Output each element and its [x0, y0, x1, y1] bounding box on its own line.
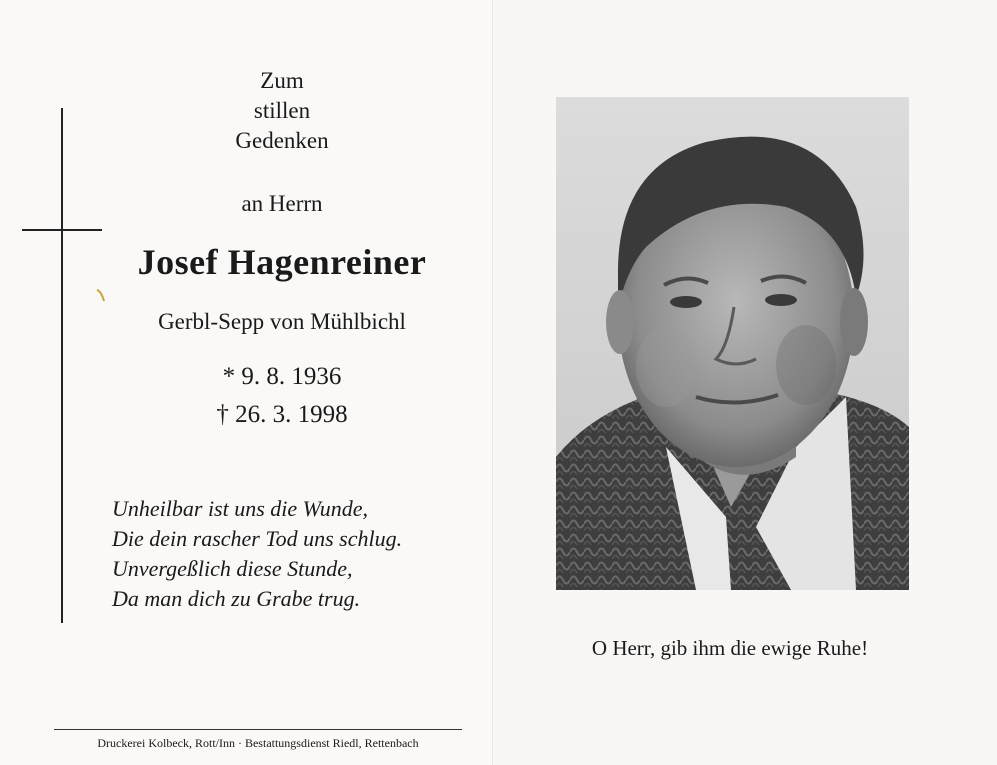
poem-line-2: Die dein rascher Tod uns schlug. — [112, 526, 403, 551]
birth-date: * 9. 8. 1936 — [222, 363, 342, 390]
poem — [112, 494, 492, 614]
portrait-photo — [556, 97, 909, 590]
poem-line-1: Unheilbar ist uns die Wunde, — [112, 496, 369, 521]
ink-stain-mark — [96, 289, 106, 303]
nickname: Gerbl-Sepp von Mühlbichl — [158, 309, 406, 334]
heading-line-3: Gedenken — [235, 128, 329, 153]
prayer-text: O Herr, gib ihm die ewige Ruhe! — [591, 636, 869, 660]
cross-icon-horizontal — [22, 229, 102, 231]
death-date: † 26. 3. 1998 — [216, 401, 348, 428]
poem-line-4: Da man dich zu Grabe trug. — [112, 586, 361, 611]
portrait-icon — [556, 97, 909, 590]
footer-divider — [54, 729, 462, 730]
heading-line-1: Zum — [260, 68, 304, 93]
salutation: an Herrn — [241, 191, 323, 216]
heading — [112, 66, 452, 156]
deceased-name: Josef Hagenreiner — [137, 242, 427, 282]
printer-credit: Druckerei Kolbeck, Rott/Inn · Bestattungsdienst Riedl, Rettenbach — [97, 736, 419, 750]
poem-line-3: Unvergeßlich diese Stunde, — [112, 556, 353, 581]
heading-line-2: stillen — [253, 98, 311, 123]
left-panel — [0, 0, 492, 765]
cross-icon-vertical — [61, 108, 63, 623]
